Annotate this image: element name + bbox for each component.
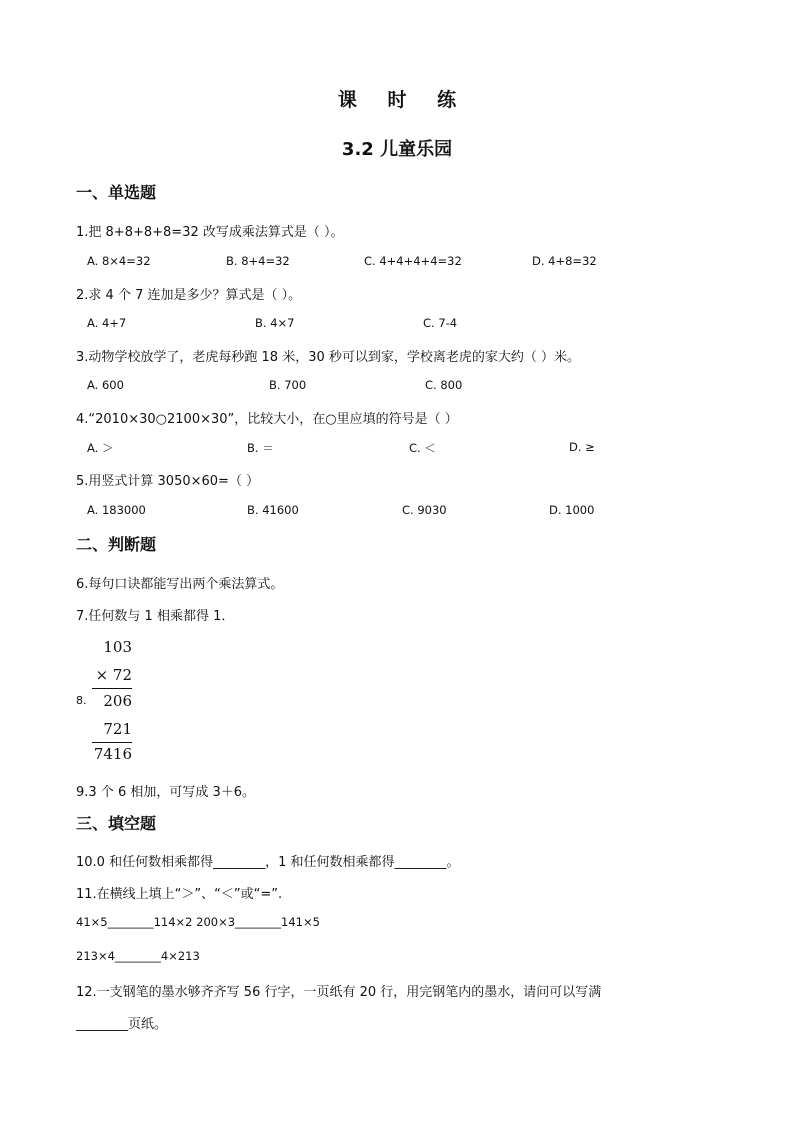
lesson-subtitle: 3.2 儿童乐园 <box>341 139 453 160</box>
question-4: 4.“2010×30○2100×30”，比较大小，在○里应填的符号是（ ） <box>76 412 458 427</box>
q2-option-a[interactable]: A. 4+7 <box>87 316 127 330</box>
q3-option-b[interactable]: B. 700 <box>269 378 307 392</box>
calc-multiplicand: 103 <box>103 638 132 656</box>
section-heading-fill-blank: 三、填空题 <box>76 814 157 833</box>
question-12-blank[interactable]: ________页纸。 <box>76 1017 168 1032</box>
q5-option-a[interactable]: A. 183000 <box>87 503 146 517</box>
question-11-row-2[interactable]: 213×4________4×213 <box>76 949 200 963</box>
q5-option-c[interactable]: C. 9030 <box>402 503 447 517</box>
section-heading-true-false: 二、判断题 <box>76 535 157 554</box>
q2-option-c[interactable]: C. 7-4 <box>423 316 458 330</box>
q2-option-b[interactable]: B. 4×7 <box>255 316 295 330</box>
q4-option-c[interactable]: C. ＜ <box>409 441 436 455</box>
vertical-multiplication <box>90 638 140 768</box>
q1-option-d[interactable]: D. 4+8=32 <box>532 254 597 268</box>
q3-option-a[interactable]: A. 600 <box>87 378 124 392</box>
question-3: 3.动物学校放学了，老虎每秒跑 18 米，30 秒可以到家，学校离老虎的家大约（ ）米。 <box>76 350 581 365</box>
q5-option-b[interactable]: B. 41600 <box>247 503 299 517</box>
calc-rule-1 <box>92 688 132 689</box>
calc-partial-product-2: 721 <box>103 720 132 738</box>
q1-option-a[interactable]: A. 8×4=32 <box>87 254 151 268</box>
page-title: 课 时 练 <box>337 89 469 111</box>
q3-option-c[interactable]: C. 800 <box>425 378 463 392</box>
question-6: 6.每句口诀都能写出两个乘法算式。 <box>76 577 284 592</box>
q5-option-d[interactable]: D. 1000 <box>549 503 595 517</box>
question-1: 1.把 8+8+8+8=32 改写成乘法算式是（ ）。 <box>76 225 344 240</box>
section-heading-single-choice: 一、单选题 <box>76 183 157 202</box>
question-11-row-1[interactable]: 41×5________114×2 200×3________141×5 <box>76 915 320 929</box>
question-7: 7.任何数与 1 相乘都得 1． <box>76 609 235 624</box>
q1-option-b[interactable]: B. 8+4=32 <box>226 254 290 268</box>
calc-partial-product-1: 206 <box>103 692 132 710</box>
question-11: 11.在横线上填上“＞”、“＜”或“=”. <box>76 887 283 902</box>
question-10[interactable]: 10.0 和任何数相乘都得________，1 和任何数相乘都得________。 <box>76 855 460 870</box>
question-2: 2.求 4 个 7 连加是多少？算式是（ ）。 <box>76 288 302 303</box>
calc-rule-2 <box>92 742 132 743</box>
question-8-label: 8. <box>76 694 87 707</box>
question-12: 12.一支钢笔的墨水够齐齐写 56 行字，一页纸有 20 行，用完钢笔内的墨水，请问可以写满 <box>76 985 602 1000</box>
calc-multiplier: × 72 <box>95 666 132 684</box>
q4-option-b[interactable]: B. ＝ <box>247 441 274 455</box>
q4-option-d[interactable]: D. ≥ <box>569 440 595 454</box>
calc-product: 7416 <box>93 745 132 763</box>
q4-option-a[interactable]: A. ＞ <box>87 441 114 455</box>
question-9: 9.3 个 6 相加，可写成 3＋6。 <box>76 785 256 800</box>
q1-option-c[interactable]: C. 4+4+4+4=32 <box>364 254 462 268</box>
question-5: 5.用竖式计算 3050×60=（ ） <box>76 474 260 489</box>
